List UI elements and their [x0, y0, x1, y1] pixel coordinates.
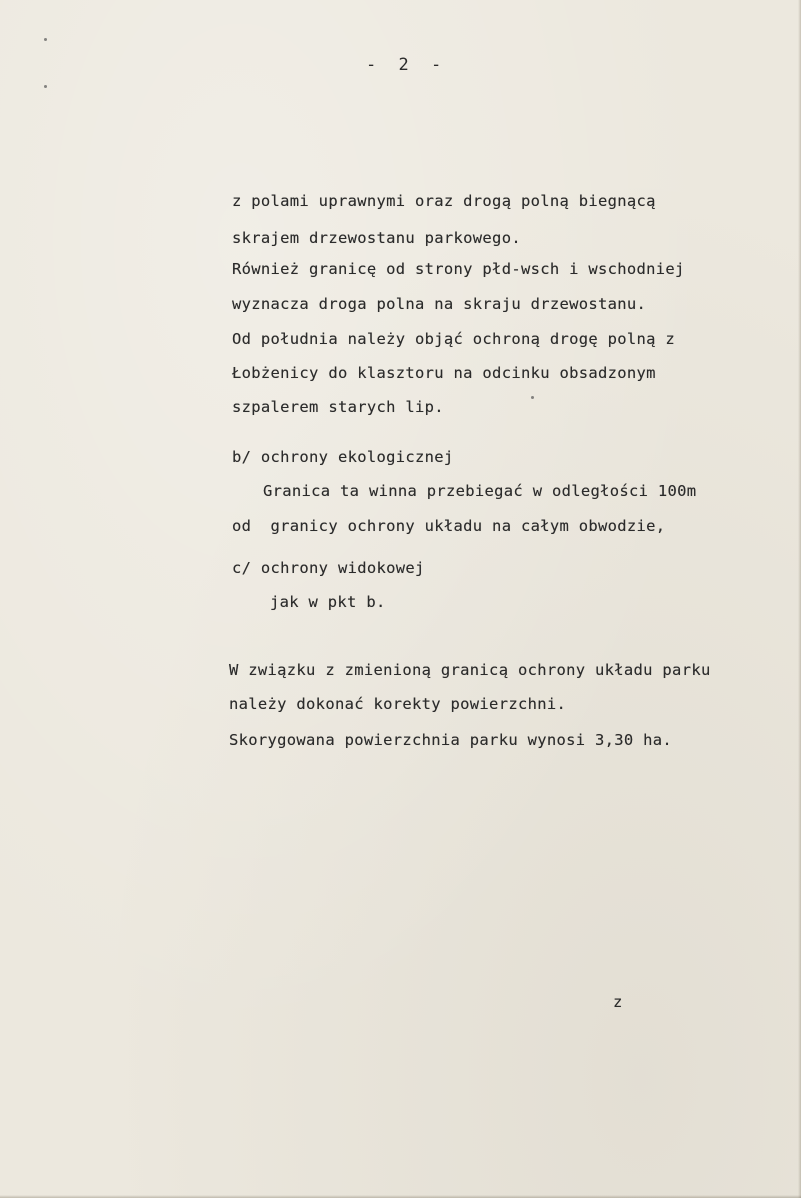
text-line: Łobżenicy do klasztoru na odcinku obsadzonym: [232, 364, 656, 382]
section-heading: c/ ochrony widokowej: [232, 559, 425, 577]
text-line: W związku z zmienioną granicą ochrony układu parku: [229, 661, 711, 679]
text-line: szpalerem starych lip.: [232, 398, 444, 416]
text-line: wyznacza droga polna na skraju drzewostanu.: [232, 295, 647, 313]
margin-speck: [44, 85, 47, 88]
text-line: Granica ta winna przebiegać w odległości 100m: [263, 482, 697, 500]
text-line: Od południa należy objąć ochroną drogę polną z: [232, 330, 676, 348]
text-line: Skorygowana powierzchnia parku wynosi 3,30 ha.: [229, 731, 673, 749]
text-line: Również granicę od strony płd-wsch i wschodniej: [232, 260, 685, 278]
margin-speck: [44, 38, 47, 41]
text-line: z polami uprawnymi oraz drogą polną biegnącą: [232, 192, 656, 210]
text-line: od granicy ochrony układu na całym obwodzie,: [232, 517, 666, 535]
section-heading: b/ ochrony ekologicznej: [232, 448, 454, 466]
margin-speck: [531, 396, 534, 399]
text-line: należy dokonać korekty powierzchni.: [229, 695, 567, 713]
text-line: jak w pkt b.: [270, 593, 386, 611]
page-number: - 2 -: [366, 55, 448, 75]
text-line: skrajem drzewostanu parkowego.: [232, 229, 521, 247]
footer-catchword: z: [613, 993, 623, 1011]
